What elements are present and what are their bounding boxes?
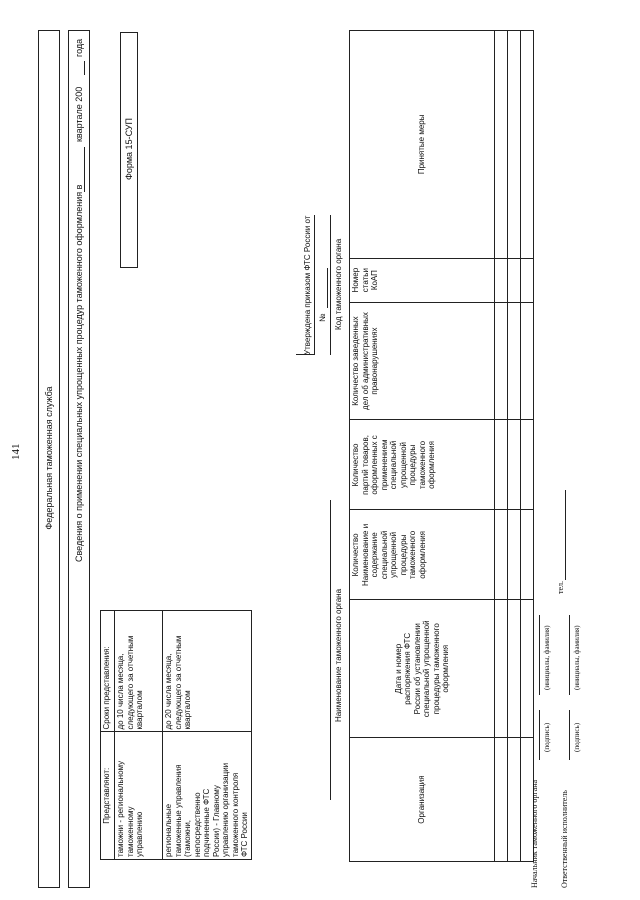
- submitters-row: [163, 611, 252, 860]
- head-signature-caption: (подпись): [543, 722, 551, 752]
- report-title: Сведения о применении специальных упрощенных процедур таможенного оформления в: [74, 184, 84, 562]
- submitters-row: [115, 611, 163, 860]
- table-row: [508, 31, 521, 862]
- header-decree: Дата и номер распоряжения ФТС России об установлении специальной упрощенной процедуры таможенного оформления: [350, 600, 495, 738]
- code-line: [330, 215, 331, 355]
- table-row: [521, 31, 534, 862]
- header-koap-article: Номер статьи КоАП: [350, 258, 495, 302]
- submitters-col2-header: Сроки представления:: [101, 611, 115, 733]
- org-name-label: Наименование таможенного органа: [334, 588, 343, 722]
- submitters-table: [100, 610, 252, 860]
- header-case-count: Количество заведенных дел об административных правонарушениях: [350, 302, 495, 420]
- submitters-header-row: [101, 611, 115, 860]
- table-row: [495, 31, 508, 862]
- agency-name: Федеральная таможенная служба: [44, 386, 54, 530]
- submitter-when: до 20 числа месяца, следующего за отчетным кварталом: [163, 611, 252, 733]
- page-number: 141: [10, 443, 22, 460]
- header-measures: Принятые меры: [350, 31, 495, 259]
- executor-signature-label: Ответственный исполнитель: [560, 790, 569, 888]
- head-signature-label: Начальник таможенного органа: [530, 779, 539, 888]
- header-organization: Организация: [350, 738, 495, 862]
- submitters-col1-header: Представляют:: [101, 732, 115, 860]
- head-name-caption: (инициалы, фамилия): [543, 625, 551, 690]
- phone-label: тел.: [556, 580, 565, 594]
- procedures-table: [349, 30, 534, 862]
- year-text: года: [74, 38, 84, 57]
- submitter-who: региональные таможенные управления (таможни, непосредственно подчиненные ФТС России) - Главному управлению организации таможенного контроля ФТС России: [163, 732, 252, 860]
- submitter-when: до 10 числа месяца, следующего за отчетным кварталом: [115, 611, 163, 733]
- executor-name-caption: (инициалы, фамилия): [573, 625, 581, 690]
- quarter-text: квартале 200: [74, 86, 84, 142]
- approval-number: №: [318, 313, 327, 322]
- form-label: Форма 15-СУП: [124, 118, 134, 180]
- code-label: Код таможенного органа: [334, 238, 343, 330]
- header-batch-count: Количество партий товаров, оформленных с применением специальной упрощенной процедуры таможенного оформления: [350, 420, 495, 510]
- header-procedure-content: Количество Наименование и содержание специальной упрощенной процедуры таможенного оформления: [350, 510, 495, 600]
- approval-line1: Утверждена приказом ФТС России от: [303, 215, 312, 355]
- agency-header-box: [38, 30, 60, 888]
- table-header-row: [350, 31, 495, 862]
- form-label-box: [120, 32, 138, 268]
- report-title-box: [68, 30, 90, 888]
- submitter-who: таможни - региональному таможенному управлению: [115, 732, 163, 860]
- executor-signature-caption: (подпись): [573, 722, 581, 752]
